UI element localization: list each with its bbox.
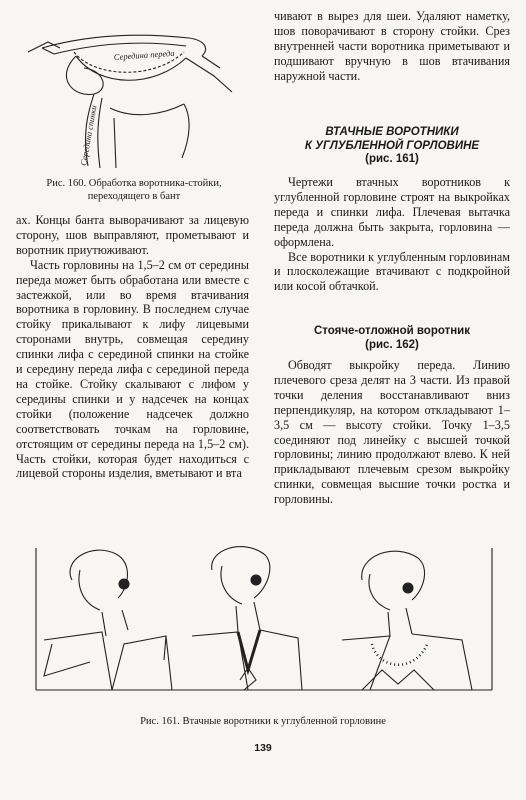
heading-figure-ref: (рис. 161)	[365, 153, 419, 165]
figure-161-fashion-illustration	[32, 540, 496, 710]
heading-figure-ref: (рис. 162)	[365, 338, 419, 351]
paragraph: Обводят выкройку переда. Линию плечевого среза делят на 3 части. Из правой точки деления восстанавливают вниз перпендикуляр, на котором откладывают 1–3,5 см — высоту стойки. Точку 1–3,5 соединяют под линейку с высшей точкой горловины; линию продолжают влево. К ней прикладывают плечевым срезом выкройку спинки, совмещая высшие точки ростка и горловины.	[274, 358, 510, 507]
heading-line: ВТАЧНЫЕ ВОРОТНИКИ	[325, 126, 459, 138]
paragraph: Все воротники к углубленным горловинам и плосколежащие втачивают с подкройной или косой обтачкой.	[274, 249, 510, 294]
heading-line: Стояче-отложной воротник	[313, 325, 470, 337]
paragraph: Чертежи втачных воротников к углубленной горловине строят на выкройках переда и спинки лифа. Плечевая вытачка переда должна быть закрыта, горловина — оформлена.	[274, 175, 510, 249]
label-center-front: Середина переда	[113, 47, 175, 62]
paragraph: ах. Концы банта выворачивают за лицевую сторону, шов выправляют, прометывают и воротник приутюживают.	[16, 213, 249, 257]
figure-160-caption: Рис. 160. Обработка воротника-стойки, переходящего в бант	[46, 178, 222, 202]
figure-161-caption: Рис. 161. Втачные воротники к углубленной горловине	[140, 716, 386, 727]
left-column	[16, 213, 249, 481]
paragraph: чивают в вырез для шеи. Удаляют наметку, шов поворачивают в сторону стойки. Срез внутренней части воротника приметывают и подшивают вручную в шов втачивания наружной части.	[274, 9, 510, 83]
page-number: 139	[254, 742, 272, 754]
figure-160-collar-drawing	[14, 8, 254, 173]
right-column-bottom	[274, 358, 510, 507]
right-column-top	[274, 9, 510, 84]
section-heading-sewn-in-collars	[268, 126, 516, 167]
heading-line: К УГЛУБЛЕННОЙ ГОРЛОВИНЕ	[304, 139, 480, 152]
right-column-middle	[274, 175, 510, 294]
paragraph: Часть горловины на 1,5–2 см от середины переда может быть обработана или вместе с застежкой, или во время втачивания воротника в горловину. В последнем случае стойку прикалывают к лифу лицевыми сторонами внутрь, совмещая середину спинки лифа с серединой спинки на стойке и середину переда лифа с серединой переда на стойке. Стойку скалывают с лифом у середины спинки и у надсечек на концах стойки (положение надсечек должно соответствовать точкам на горловине, отстоящим от середины переда на 1,5–2 см). Часть стойки, которая будет находиться с лицевой стороны изделия, вметывают и вта	[16, 257, 249, 481]
label-center-back: Середина спинки	[78, 104, 99, 167]
section-heading-standing-collar	[268, 325, 516, 352]
